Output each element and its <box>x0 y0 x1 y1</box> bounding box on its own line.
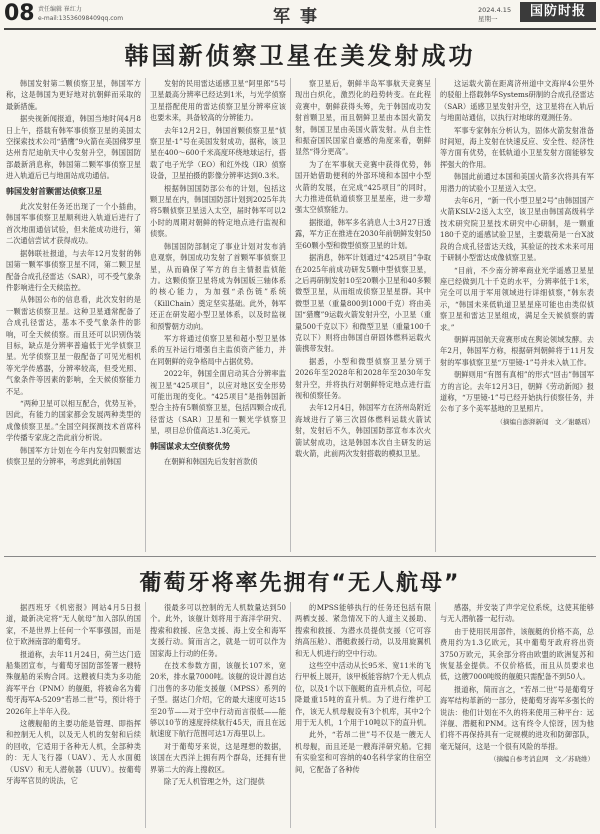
page-header <box>0 0 600 30</box>
paragraph: 在技术参数方面，该舰长107米，宽20米，排水量7000吨。该舰的设计源自达门出售的多功能支援舰（MPSS）系列的子型。据达门介绍，它的最大速度可达15至20节——对于空中行动而言很低——能够以10节的速度持续航行45天，而且在远航速度下航行范围可达1万海里以上。 <box>150 661 286 739</box>
paragraph: 这运载火箭在距离济州道中文海岸4公里外的驳船上搭载韩华Systems研制的合成孔径雷达（SAR）遥感卫星发射升空，这卫星将在入轨后与地面站通信，以执行对地球的观测任务。 <box>440 79 594 123</box>
paragraph: 这些空中活动从长95米、宽11米的飞行甲板上展开，该甲板能容纳7个无人机点位，以及1个以下舰艇的直升机点位，可起降最重15吨的直升机。为了进行维护工作，该无人机母舰设有3个机库，其中2个用于无人机，1个用于10吨以下的直升机。 <box>295 661 431 728</box>
column-divider <box>145 78 146 552</box>
column-divider <box>290 602 291 828</box>
column-divider <box>435 602 436 828</box>
subheading: 韩国发射首颗雷达侦察卫星 <box>6 186 102 196</box>
issue-date <box>478 6 518 24</box>
header-rule <box>4 28 596 30</box>
paragraph: 据央视新闻报道，韩国当地时间4月8日上午，搭载有韩军事侦察卫星的美国太空探索技术公司“猎鹰”9火箭在美国佛罗里达州肯尼迪航天中心发射升空，韩国国防部最新消息称，韩国第二颗军事侦察卫星进入轨道后已与地面站成功通信。 <box>6 114 141 181</box>
section-title: 军事 <box>273 7 327 27</box>
email-line: e-mail:13536098409qq.com <box>38 15 124 22</box>
paragraph: 军方将通过侦察卫星和超小型卫星体系的互补运行增强自主监侦资产能力，并在同朝鲜的竞争格局中占据优势。 <box>150 333 286 366</box>
paragraph: 此外，“若昂二世”号不仅是一艘无人机母舰，而且还是一艘海洋研究船。它拥有实验室和可容纳的40名科学家的住宿空间，它配备了各种传 <box>295 730 431 774</box>
paragraph: 发射的民用雷达遥感卫星“阿里郎”5号卫星最高分辨率已经达到1米，与光学侦察卫星搭配使用的雷达侦察卫星分辨率应该也要未来，具备较高的分辨能力。 <box>150 79 286 123</box>
paragraph: 很最多可以控制的无人机数量达到50个。此外，该舰计划将用于海洋学研究、搜索和救援、应急支援、海上安全和海军支援行动。简而言之，就是一切可以作为国家海上行动的任务。 <box>150 603 286 658</box>
paragraph: 对于葡萄牙来说，这是理想的数据，该国在大西洋上拥有两个群岛，还拥有世界第二大的海上搜救区。 <box>150 741 286 774</box>
article1-column-1 <box>6 78 141 552</box>
article-separator <box>4 556 596 557</box>
paragraph: 去年12月4日，韩国军方在济州岛附近海域进行了第三次固体燃料运载火箭试射，发射后不久，韩国国防部宣布本次火箭试射成功，这是韩国本次自主研发的运载火箭，此前两次发射搭载的模拟卫星。 <box>295 403 431 458</box>
paragraph: 据报道，韩军多名消息人士3月27日透露，军方正在推进在2030年前朝鲜发射50至60颗小型和微型侦察卫星的计划。 <box>295 217 431 250</box>
article2-column-2 <box>150 602 286 830</box>
paragraph: 除了无人机管理之外，这门提供 <box>164 777 265 787</box>
paragraph: 根据韩国国防部公布的计划，包括这颗卫星在内，韩国国防部计划到2025年共将5颗侦察卫星送入太空，届时韩军可以2小时的周期对朝鲜的特定地点进行监视和侦察。 <box>150 183 286 239</box>
editor-line: 责任编辑 崔红力 <box>38 6 82 13</box>
date-text: 2024.4.15 <box>478 6 512 14</box>
paragraph: 朝鲜则用“有图有真相”的形式“回击”韩国军方的言论。去年12月3日，朝鲜《劳动新闻》报道称，“万里镜-1”号已经开始执行侦察任务，并公布了多个美军基地的卫星照片。 <box>440 370 594 414</box>
paragraph: 2022年，韩国全面启动其合分辨率监视卫星“425项目”，以应对地区安全形势可能出现的变化。“425项目”是指韩国新型合主持有5颗侦察卫星，包括四颗合成孔径雷达（SAR）卫星和一颗光学侦察卫星，项目总价值高达1.3亿美元。 <box>150 369 286 436</box>
paragraph: 朝鲜再国航天竞赛形成在舆论领域发酵。去年2月，韩国军方称，根据研判朝鲜将于11月发射的军事侦察卫星“万里镜-1”号并未入轨工作。 <box>440 334 594 367</box>
paragraph: 韩国国防部制定了事业计划对发布消息观察，韩国成功发射了首颗军事侦察卫星，从而确保了军方的自主情报监侦能力。这颗侦察卫星将成为韩国版三轴体系的核心能力，为加强“杀伤链”系统（KillChain）奠定坚实基础。此外，韩军还正在研发超小型卫星体系，以及时监视和预警朝方动向。 <box>150 241 286 331</box>
column-divider <box>435 78 436 552</box>
subheading: 韩国谋求太空侦察优势 <box>150 441 230 451</box>
paragraph: 这艘舰船的主要功能是管理、即指挥和控制无人机，以及无人机的发射和后续的回收，它适用于各种无人机，全部种类的：无人飞行器（UAV）、无人水面艇（USV）和无人潜航器（UUV）。按葡萄牙海军官员的说法，它 <box>6 719 141 786</box>
paragraph: 据韩联社报道，与去年12月发射的韩国第一颗军事侦察卫星不同，第二颗卫星配备合成孔径雷达（SAR），可不受气象条件影响进行全天候监控。 <box>6 248 141 292</box>
paragraph: 此次发射任务还出现了一个小插曲，韩国军事侦察卫星顺利进入轨道后进行了首次地面通信试验，但未能成功进行，第二次通信尝试才获得成功。 <box>6 202 141 246</box>
article2-headline: 葡萄牙将率先拥有“无人航母” <box>139 571 461 596</box>
paragraph: 韩国军方计划在今年内发射四颗雷达侦察卫星的分辨率，考虑到此前韩国 <box>6 445 141 466</box>
paragraph: 报道称，去年11月24日，荷兰达门造船集团宣布，与葡萄牙国防部签署一艘特殊舰船的采购合同。这艘被归类为多功能海军平台（PNM）的舰艇，将被命名为葡萄牙海军A-5209“若昂二世”号，预计将于2026年上半年入役。 <box>6 649 141 716</box>
paragraph: 韩国发射第二颗侦察卫星，韩国军方称，这是韩国为更好地对抗朝鲜而采取的最新措施。 <box>6 79 141 111</box>
paragraph: 的MPSS能够执行的任务还包括有限两栖支援、紧急情况下的人道主义援助、搜索和救援、为潜水员提供支援（它可容纳高压舱）、潜艇救援行动，以及用旋翼机和无人机进行的空中行动。 <box>295 603 431 658</box>
article1-column-4 <box>440 78 594 552</box>
article2-column-1 <box>6 602 141 830</box>
article2-column-3 <box>295 602 431 830</box>
article2-column-4 <box>440 602 594 830</box>
article1-column-3 <box>295 78 431 552</box>
paragraph: 据消息，韩军计划通过“425项目”争取在2025年前成功研发5颗中型侦察卫星，之后再研制发射10至20颗小卫星和40多颗微型卫星，从而组成侦察卫星星群。其中微型卫星（重量800到1000千克）将由美国“猎鹰”9运载火箭发射升空，小卫星（重量500千克以下）和微型卫星（重量100千克以下）则将由韩国自研固体燃料运载火箭携带发射。 <box>295 253 431 354</box>
paragraph: 军事专家韩东分析认为，固体火箭发射准备时间短，海上发射在快速反应、安全性、经济性等方面有优势，在低轨道小卫星发射方面能够发挥强大的作用。 <box>440 125 594 169</box>
paragraph: 据悉，小型和微型侦察卫星分别于2026年至2028年和2028年至2030年发射升空，并将执行对朝鲜特定地点进行监视和侦察任务。 <box>295 356 431 400</box>
paragraph: 韩国此前通过本国和美国火箭多次将具有军用潜力的试验小卫星送入太空。 <box>440 172 594 193</box>
paragraph: 去年12月2日，韩国首颗侦察卫星“侦察卫星-1”号在美国发射成功，据称，该卫星在400～600千米高度环绕地球运行，搭载了电子光学（EO）和红外线（IR）侦察设备，卫星拍摄的影像分辨率达到0.3米。 <box>150 125 286 181</box>
weekday-text: 星期一 <box>478 15 498 23</box>
paragraph: 为了在军事航天竞赛中获得优势，韩国开始借助便利的外部环境和本国中小型火箭的发展，在完成“425项目”的同时，大力推进低轨道侦察卫星星座，进一步增强太空侦察能力。 <box>295 159 431 215</box>
column-divider <box>290 78 291 552</box>
article1-column-2 <box>150 78 286 552</box>
article1-credit: （摘编自澎湃新闻 文／谢璐瑶） <box>496 417 594 426</box>
masthead-logo: 国防时报 <box>520 2 596 22</box>
paragraph: 从韩国公布的信息看，此次发射的是一颗雷达侦察卫星。这种卫星通常配备了合成孔径雷达，基本不受气象条件的影响，可全天候侦察。而且还可以识别伪装目标，缺点是分辨率普遍低于光学侦察卫星。光学侦察卫星一般配备了可见光相机等光学传感器，分辨率较高，但受光照、气象条件等因素的影响，全天候侦察能力不足。 <box>6 295 141 396</box>
column-divider <box>145 602 146 828</box>
paragraph: 感器，并安装了声学定位系统，这使其能够与无人潜航器一起行动。 <box>440 603 594 624</box>
paragraph: 由于使用民用部件，该舰艇的价格不高，总费用约为1.3亿欧元，其中葡萄牙政府将出资3750万欧元，其余部分将由欧盟的欧洲复苏和恢复基金提供。不仅价格低，而且从员要求也低，这艘7000吨级的舰艇只需配备不到50人。 <box>440 626 594 682</box>
paragraph: 在朝鲜和韩国先后发射首款侦 <box>164 457 258 466</box>
article1-headline: 韩国新侦察卫星在美发射成功 <box>124 42 476 70</box>
paragraph: “目前，不少南分辨率商业光学遥感卫星星座已经做到几十千克的水平，分辨率低于1米，完全可以用于军用领域进行详细侦察，”韩东表示，“韩国未来低轨道卫星星座可能也由类似侦察卫星和雷达卫星组成，满足全天候侦察的需求。” <box>440 265 594 332</box>
paragraph: “两种卫星可以相互配合，优势互补，因此，有能力的国家都会发展两种类型的成像侦察卫星。”全国空间探测技术首席科学传播专家庞之浩此前分析说。 <box>6 398 141 443</box>
paragraph: 察卫星后，朝鲜半岛军事航天竞赛呈现出白炽化，激烈化的趋势转变。在此程竞赛中，朝鲜获得头筹，先于韩国成功发射首颗卫星，而且朝鲜卫星由本国火箭发射，韩国卫星由美国火箭发射。从自主性和振奋国民国家自豪感的角度来看，朝鲜显然“得分更高”。 <box>295 79 431 157</box>
article2-credit: （摘编自参考消息网 文／苏晓维） <box>490 755 594 764</box>
paragraph: 报道称，简而言之，“若昂二世”号是葡萄牙海军结构革新的一部分，使葡萄牙海军多强长的说法：他们计划在不久的将来使用三种平台：远洋舰、潜艇和PNM。这有终令人惊讶，因为他们将不再保持具有一定规模的进攻和防御部队，毫无疑问，这是一个很有风险的举措。 <box>440 684 594 751</box>
paragraph: 据西班牙《机密报》网站4月5日报道，最新决定将“无人航母”加入部队的国家，不是世界上任何一个军事强国，而是位于欧洲南部的葡萄牙。 <box>6 603 141 647</box>
paragraph: 去年6月，“新一代小型卫星2号”由韩国国产火箭KSLV-2送入太空，该卫星由韩国高级科学技术研究院卫星技术研究中心研制，是一颗重180千克的遥感试验卫星，主要载荷是一台X波段的合成孔径雷达天线，其验证的技术未来可用于研制小型雷达成像侦察卫星。 <box>440 196 594 263</box>
page-number: 08 <box>4 1 35 26</box>
